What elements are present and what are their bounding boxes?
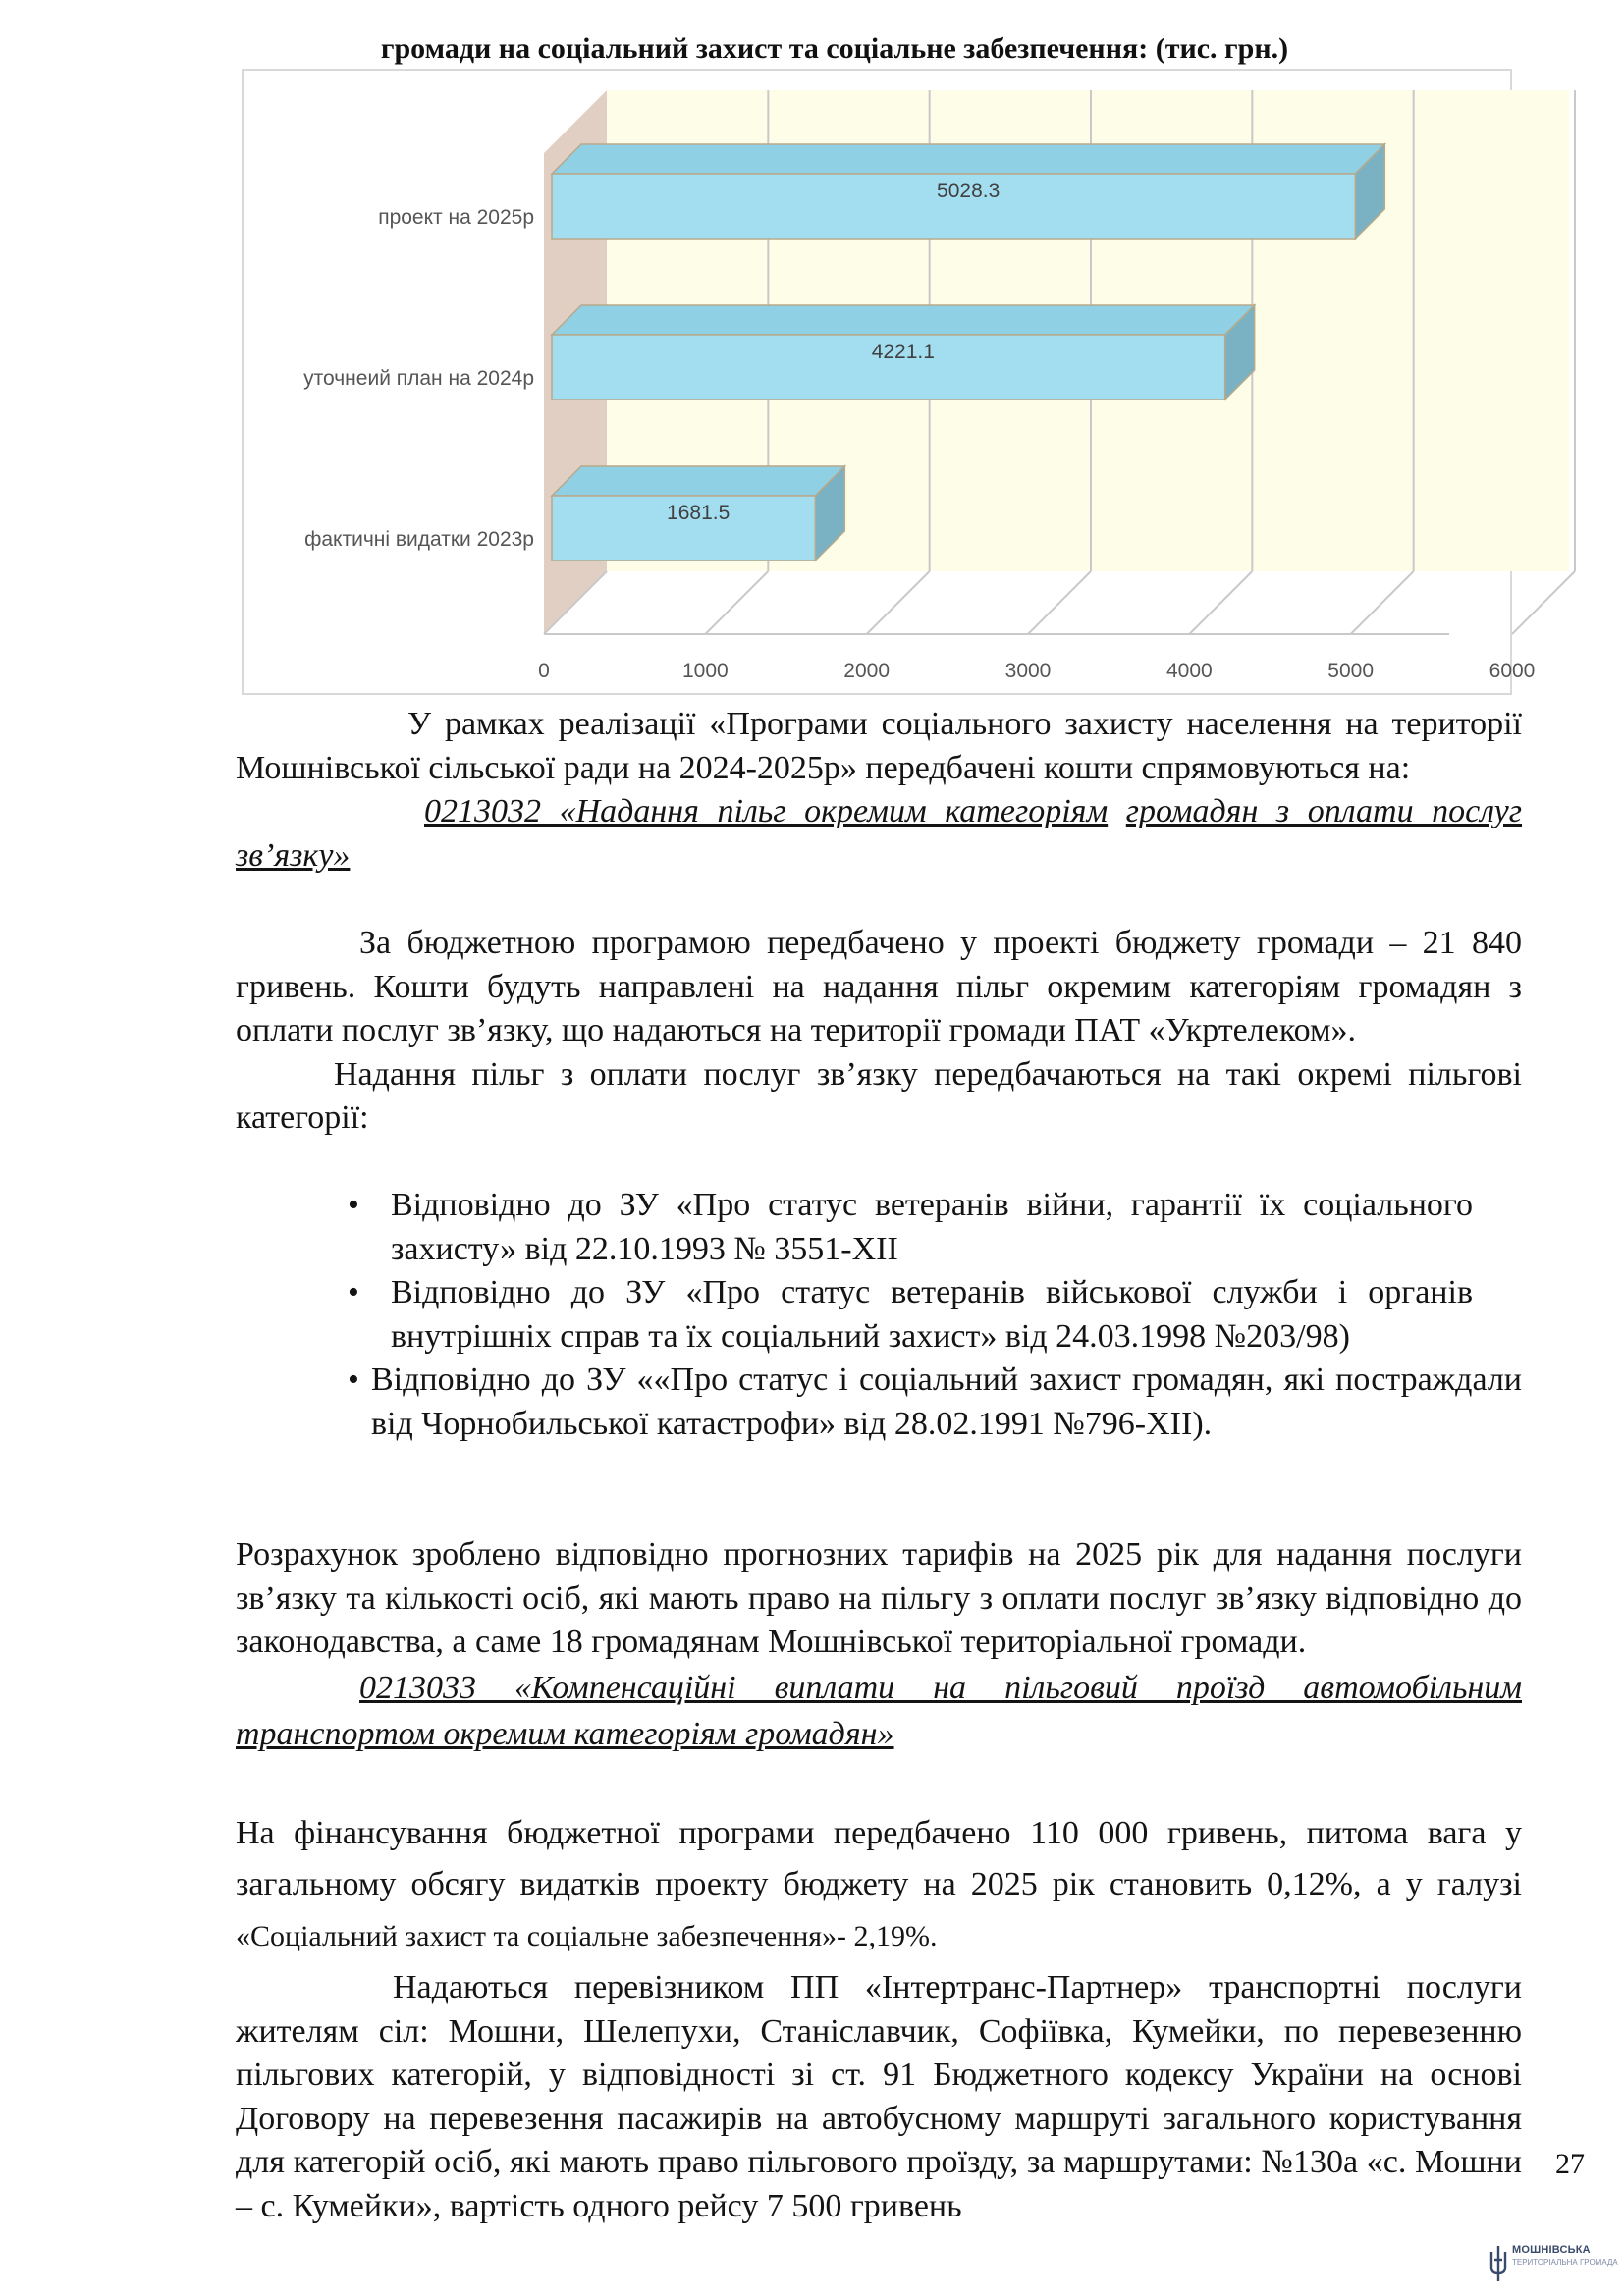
list-item xyxy=(236,1359,1522,1446)
category-label: уточнеий план на 2024р xyxy=(303,367,534,390)
budget-paragraph: За бюджетною програмою передбачено у проекті бюджету громади – 21 840 гривень. Кошти будуть направлені на надання пільг окремим категоріям громадян з оплати послуг зв’язку, що надаються на території громади ПАТ «Укртелеком». xyxy=(236,925,1522,1048)
bar-top-face xyxy=(552,144,1384,174)
bar-top-face xyxy=(552,466,844,496)
bullet-icon: • xyxy=(348,1362,359,1398)
x-tick-label: 0 xyxy=(538,660,550,682)
grid-floor-line xyxy=(867,571,930,634)
x-tick-label: 5000 xyxy=(1327,660,1375,682)
heading-0213032-part1: 0213032 «Надання пільг окремим категоріям xyxy=(424,793,1109,829)
bar-data-label: 1681.5 xyxy=(667,502,731,524)
intro-paragraph: У рамках реалізації «Програми соціального захисту населення на території Мошнівської сільської ради на 2024-2025р» передбачені кошти спрямовуються на: xyxy=(236,706,1522,786)
grid-floor-line xyxy=(1189,571,1252,634)
community-logo xyxy=(1489,2240,1622,2287)
carrier-section xyxy=(236,1966,1522,2228)
bar-data-label: 5028.3 xyxy=(937,180,1001,202)
x-tick-label: 1000 xyxy=(681,660,729,682)
grid-floor-line xyxy=(705,571,768,634)
grid-floor-line xyxy=(1351,571,1414,634)
bullet-icon: • xyxy=(348,1274,359,1310)
communications-section xyxy=(236,922,1522,1141)
heading-0213033-text: 0213033 «Компенсаційні виплати на пільговий проїзд автомобільним транспортом окремим категоріям громадян» xyxy=(236,1669,1522,1752)
bullet-text: Відповідно до ЗУ «Про статус ветеранів війни, гарантії їх соціального захисту» від 22.10.1993 № 3551-XII xyxy=(391,1187,1473,1267)
financing-section xyxy=(236,1808,1522,1962)
list-item xyxy=(236,1184,1522,1271)
financing-share-text: «Соціальний захист та соціальне забезпечення»- 2,19%. xyxy=(236,1920,938,1952)
x-tick-label: 6000 xyxy=(1489,660,1536,682)
law-bullet-list xyxy=(236,1184,1522,1446)
page-number: 27 xyxy=(1555,2148,1585,2180)
grid-floor-line xyxy=(1512,571,1575,634)
category-label: проект на 2025р xyxy=(378,206,534,229)
logo-subtitle: ТЕРИТОРІАЛЬНА ГРОМАДА xyxy=(1512,2258,1618,2267)
trident-icon xyxy=(1489,2244,1508,2283)
chart-title: громади на соціальний захист та соціальне забезпечення: (тис. грн.) xyxy=(380,32,1289,65)
program-heading-0213033 xyxy=(236,1665,1522,1757)
logo-title: МОШНІВСЬКА xyxy=(1512,2244,1591,2256)
intro-section xyxy=(236,703,1522,878)
category-label: фактичні видатки 2023р xyxy=(304,528,534,551)
calculation-section xyxy=(236,1533,1522,1757)
carrier-paragraph: Надаються перевізником ПП «Інтертранс-Партнер» транспортні послуги жителям сіл: Мошни, Шелепухи, Станіславчик, Софіївка, Кумейки, по перевезенню пільгових категорій, у відповідності зі ст. 91 Бюджетного кодексу України на основі Договору на перевезення пасажирів на автобусному маршруті загального користування для категорій осіб, які мають право пільгового проїзду, за маршрутами: №130а «с. Мошни – с. Кумейки», вартість одного рейсу 7 500 гривень xyxy=(236,1969,1522,2224)
bullet-text: Відповідно до ЗУ «Про статус ветеранів військової служби і органів внутрішніх справ та їх соціальний захист» від 24.03.1998 №203/98) xyxy=(391,1274,1473,1355)
x-tick-label: 4000 xyxy=(1165,660,1213,682)
bullet-icon: • xyxy=(348,1187,359,1223)
heading-0213032-part2: громадян з оплати послуг зв’язку» xyxy=(236,793,1523,874)
calculation-paragraph: Розрахунок зроблено відповідно прогнозних тарифів на 2025 рік для надання послуги зв’язку та кількості осіб, які мають право на пільгу з оплати послуг зв’язку відповідно до законодавства, а саме 18 громадянам Мошнівської територіальної громади. xyxy=(236,1536,1522,1660)
chart-canvas xyxy=(244,71,1536,697)
grid-floor-line xyxy=(1028,571,1091,634)
financing-paragraph xyxy=(236,1808,1522,1962)
x-tick-label: 3000 xyxy=(1004,660,1052,682)
bar-top-face xyxy=(552,305,1255,335)
bar-data-label: 4221.1 xyxy=(871,341,935,363)
x-tick-label: 2000 xyxy=(843,660,891,682)
program-heading-0213032 xyxy=(236,790,1522,878)
categories-intro: Надання пільг з оплати послуг зв’язку передбачаються на такі окремі пільгові категорії: xyxy=(236,1055,1522,1136)
bar-chart xyxy=(242,69,1536,695)
list-item xyxy=(236,1271,1522,1359)
financing-text: На фінансування бюджетної програми передбачено 110 000 гривень, питома вага у загальному обсягу видатків проекту бюджету на 2025 рік становить 0,12%, а у галузі xyxy=(236,1815,1522,1902)
bullet-text: Відповідно до ЗУ ««Про статус і соціальний захист громадян, які постраждали від Чорнобильської катастрофи» від 28.02.1991 №796-XII). xyxy=(371,1362,1522,1442)
